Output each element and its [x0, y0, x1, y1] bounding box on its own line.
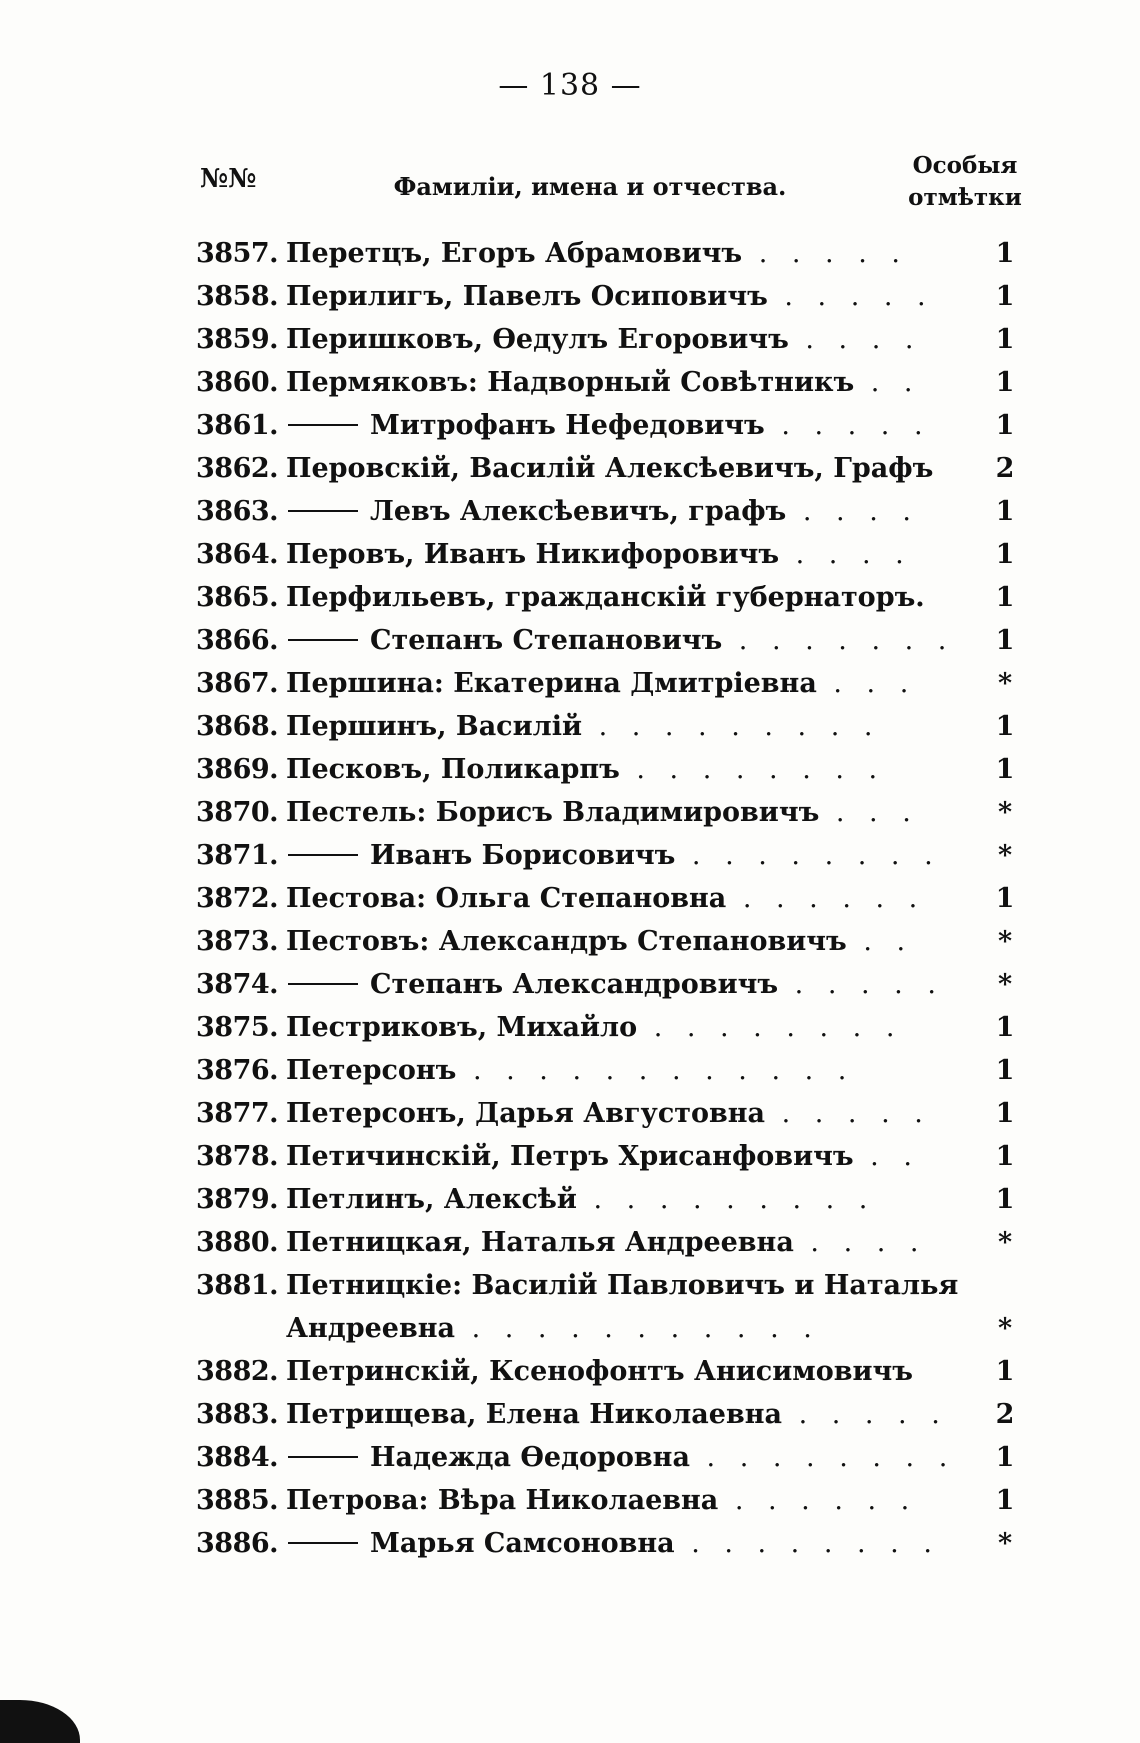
entry-name-text: Перфильевъ, гражданскій губернаторъ.: [286, 582, 925, 613]
list-item: [0, 877, 1140, 920]
entry-mark: 1: [995, 539, 1015, 570]
leader-dots: . . . . . . .: [722, 625, 955, 656]
page-number: — 138 —: [498, 68, 642, 103]
leader-dots: . . . . . . . .: [637, 1012, 903, 1043]
list-item: [0, 1393, 1140, 1436]
entry-number: 3883.: [196, 1399, 279, 1430]
entry-mark: 1: [995, 1356, 1015, 1387]
entry-name: [286, 275, 962, 318]
entry-mark: 1: [995, 1098, 1015, 1129]
entry-mark: *: [997, 797, 1013, 828]
entry-mark: *: [997, 926, 1013, 957]
entry-name-text: Марья Самсоновна: [370, 1528, 675, 1559]
entry-name: [286, 1264, 962, 1350]
list-item: [0, 662, 1140, 705]
leader-dots: . . . . . . . .: [674, 1528, 940, 1559]
names-column-header: Фамиліи, имена и отчества.: [393, 172, 787, 201]
entry-name: [286, 490, 962, 533]
entry-mark: 1: [995, 883, 1015, 914]
list-item: [0, 490, 1140, 533]
list-item: [0, 920, 1140, 963]
list-item: [0, 1350, 1140, 1393]
leader-dots: . . . . .: [781, 1399, 948, 1430]
entry-name: [286, 791, 962, 834]
ink-blot: [0, 1700, 80, 1743]
entry-mark: 1: [995, 281, 1015, 312]
list-item: [0, 705, 1140, 748]
entry-name: [286, 447, 962, 490]
entry-mark: *: [997, 1528, 1013, 1559]
leader-dots: . . . .: [793, 1227, 927, 1258]
list-item: [0, 1092, 1140, 1135]
entry-name: [286, 1393, 962, 1436]
entry-name-text: Петерсонъ, Дарья Августовна: [286, 1098, 766, 1129]
leader-dots: . . . . .: [765, 1098, 931, 1129]
list-item: [0, 361, 1140, 404]
list-item: [0, 963, 1140, 1006]
entry-number: 3868.: [196, 711, 279, 742]
entry-name-text: Пестель: Борисъ Владимировичъ: [286, 797, 820, 828]
ditto-dash: [288, 983, 358, 985]
leader-dots: . .: [854, 367, 921, 398]
entry-number: 3864.: [196, 539, 279, 570]
leader-dots: . . . .: [779, 539, 912, 570]
entry-number: 3876.: [196, 1055, 279, 1086]
entry-name: [286, 1221, 962, 1264]
entry-name: [286, 1479, 962, 1522]
entry-mark: 1: [995, 625, 1015, 656]
entry-number: 3866.: [196, 625, 279, 656]
entry-number: 3861.: [196, 410, 279, 441]
entry-name: [286, 1006, 962, 1049]
entry-name-text: Першинъ, Василій: [286, 711, 582, 742]
entry-name-text: Пестовъ: Александръ Степановичъ: [286, 926, 847, 957]
entry-number: 3885.: [196, 1485, 279, 1516]
list-item: [0, 1479, 1140, 1522]
list-item: [0, 834, 1140, 877]
entry-mark: 1: [995, 1184, 1015, 1215]
entry-name: [286, 834, 962, 877]
entry-number: 3857.: [196, 238, 279, 269]
entry-name-text: Надежда Ѳедоровна: [370, 1442, 690, 1473]
ditto-dash: [288, 1542, 358, 1544]
entry-mark: 1: [995, 582, 1015, 613]
entry-name: [286, 1092, 962, 1135]
list-item: [0, 232, 1140, 275]
leader-dots: . . .: [816, 668, 917, 699]
list-item: [0, 748, 1140, 791]
entry-name-text: Петницкіе: Василій Павловичъ и Наталья Андреевна: [286, 1270, 959, 1344]
entry-name: [286, 232, 962, 275]
ditto-dash: [288, 854, 358, 856]
entry-number: 3882.: [196, 1356, 279, 1387]
entry-mark: 1: [995, 1012, 1015, 1043]
entry-name-text: Песковъ, Поликарпъ: [286, 754, 620, 785]
entry-name-text: Степанъ Степановичъ: [370, 625, 723, 656]
entry-mark: 1: [995, 496, 1015, 527]
leader-dots: . .: [853, 1141, 920, 1172]
ditto-dash: [288, 424, 358, 426]
leader-dots: . . .: [819, 797, 919, 828]
entry-mark: 1: [995, 1485, 1015, 1516]
entry-name-text: Петерсонъ: [286, 1055, 457, 1086]
entry-name-text: Перилигъ, Павелъ Осиповичъ: [286, 281, 768, 312]
entry-name: [286, 1350, 962, 1393]
entry-mark: 1: [995, 1055, 1015, 1086]
ditto-dash: [288, 1456, 358, 1458]
notes-column-header: [900, 150, 1030, 214]
list-item: [0, 1135, 1140, 1178]
entry-name-text: Левъ Алексѣевичъ, графъ: [370, 496, 787, 527]
entry-number: 3878.: [196, 1141, 279, 1172]
leader-dots: . . . . . .: [718, 1485, 918, 1516]
leader-dots: . .: [846, 926, 914, 957]
list-item: [0, 447, 1140, 490]
entry-name: [286, 576, 962, 619]
entry-name: [286, 404, 962, 447]
entry-number: 3875.: [196, 1012, 279, 1043]
entry-mark: 1: [995, 1141, 1015, 1172]
list-item: [0, 275, 1140, 318]
list-item: [0, 1049, 1140, 1092]
entry-name: [286, 1135, 962, 1178]
entry-name: [286, 533, 962, 576]
entry-name-text: Першина: Екатерина Дмитріевна: [286, 668, 817, 699]
leader-dots: . . . .: [788, 324, 922, 355]
leader-dots: . . . . . . . .: [675, 840, 941, 871]
entry-mark: *: [997, 969, 1013, 1000]
entry-name-text: Перовскій, Василій Алексѣевичъ, Графъ: [286, 453, 934, 484]
number-column-header: №№: [200, 164, 257, 194]
entry-mark: *: [997, 1227, 1013, 1258]
entry-name-text: Пестриковъ, Михайло: [286, 1012, 638, 1043]
entry-number: 3871.: [196, 840, 279, 871]
entry-name-text: Иванъ Борисовичъ: [370, 840, 676, 871]
entry-name: [286, 920, 962, 963]
entry-mark: *: [997, 668, 1013, 699]
entry-name: [286, 705, 962, 748]
leader-dots: . . . . . .: [726, 883, 926, 914]
entry-mark: *: [997, 840, 1013, 871]
entry-number: 3874.: [196, 969, 279, 1000]
leader-dots: . . . . .: [742, 238, 908, 269]
entry-number: 3860.: [196, 367, 279, 398]
entry-number: 3877.: [196, 1098, 279, 1129]
leader-dots: . . . . .: [778, 969, 944, 1000]
entry-name-text: Петичинскій, Петръ Хрисанфовичъ: [286, 1141, 854, 1172]
entry-mark: 1: [995, 711, 1015, 742]
entry-name: [286, 619, 962, 662]
notes-header-line1: Особыя: [912, 152, 1018, 179]
list-item: [0, 1522, 1140, 1565]
ditto-dash: [288, 510, 358, 512]
entry-number: 3867.: [196, 668, 279, 699]
list-item: [0, 404, 1140, 447]
entry-name-text: Перовъ, Иванъ Никифоровичъ: [286, 539, 780, 570]
entry-number: 3879.: [196, 1184, 279, 1215]
entry-name-text: Петрова: Вѣра Николаевна: [286, 1485, 719, 1516]
entry-mark: 1: [995, 1442, 1015, 1473]
entry-name-text: Петринскій, Ксенофонтъ Анисимовичъ: [286, 1356, 913, 1387]
list-item: [0, 533, 1140, 576]
notes-header-line2: отмѣтки: [908, 184, 1022, 211]
entry-number: 3873.: [196, 926, 279, 957]
entry-name-text: Пестова: Ольга Степановна: [286, 883, 727, 914]
entry-number: 3880.: [196, 1227, 279, 1258]
leader-dots: . . . . . . . . .: [581, 711, 881, 742]
leader-dots: . . . . . . . . .: [576, 1184, 876, 1215]
list-item: [0, 1436, 1140, 1479]
entry-name-text: Перетцъ, Егоръ Абрамовичъ: [286, 238, 743, 269]
entry-number: 3870.: [196, 797, 279, 828]
entry-name: [286, 1522, 962, 1565]
entry-list: [0, 232, 1140, 1565]
leader-dots: . . . . . . . . . . .: [455, 1313, 820, 1344]
entry-number: 3863.: [196, 496, 279, 527]
leader-dots: . . . . . . . . . . . .: [456, 1055, 855, 1086]
entry-name: [286, 318, 962, 361]
list-item: [0, 576, 1140, 619]
entry-name: [286, 1436, 962, 1479]
entry-name: [286, 963, 962, 1006]
entry-number: 3881.: [196, 1270, 279, 1301]
entry-mark: 1: [995, 324, 1015, 355]
entry-mark: 1: [995, 238, 1015, 269]
entry-name-text: Пермяковъ: Надворный Совѣтникъ: [286, 367, 855, 398]
ditto-dash: [288, 639, 358, 641]
entry-name-text: Петницкая, Наталья Андреевна: [286, 1227, 794, 1258]
entry-name: [286, 877, 962, 920]
entry-mark: 1: [995, 367, 1015, 398]
entry-mark: *: [997, 1313, 1013, 1344]
entry-number: 3869.: [196, 754, 279, 785]
leader-dots: . . . . .: [764, 410, 931, 441]
list-item: [0, 619, 1140, 662]
entry-name: [286, 1178, 962, 1221]
entry-mark: 2: [995, 453, 1015, 484]
list-item: [0, 318, 1140, 361]
entry-name: [286, 748, 962, 791]
entry-number: 3858.: [196, 281, 279, 312]
entry-number: 3862.: [196, 453, 279, 484]
leader-dots: . . . . .: [767, 281, 934, 312]
column-headers: [0, 150, 1140, 220]
entry-name: [286, 662, 962, 705]
leader-dots: . . . . . . . .: [689, 1442, 956, 1473]
list-item: [0, 1264, 1140, 1350]
entry-name-text: Митрофанъ Нефедовичъ: [370, 410, 765, 441]
entry-name-text: Петрищева, Елена Николаевна: [286, 1399, 782, 1430]
list-item: [0, 1006, 1140, 1049]
entry-mark: 1: [995, 754, 1015, 785]
entry-name-text: Перишковъ, Ѳедулъ Егоровичъ: [286, 324, 789, 355]
entry-number: 3886.: [196, 1528, 279, 1559]
entry-mark: 2: [995, 1399, 1015, 1430]
entry-name: [286, 1049, 962, 1092]
leader-dots: . . . . . . . .: [619, 754, 886, 785]
entry-number: 3859.: [196, 324, 279, 355]
entry-number: 3872.: [196, 883, 279, 914]
entry-name-text: Степанъ Александровичъ: [370, 969, 779, 1000]
leader-dots: . . . .: [786, 496, 919, 527]
entry-name-text: Петлинъ, Алексѣй: [286, 1184, 577, 1215]
list-item: [0, 1221, 1140, 1264]
entry-name: [286, 361, 962, 404]
entry-number: 3884.: [196, 1442, 279, 1473]
list-item: [0, 791, 1140, 834]
list-item: [0, 1178, 1140, 1221]
entry-mark: 1: [995, 410, 1015, 441]
entry-number: 3865.: [196, 582, 279, 613]
